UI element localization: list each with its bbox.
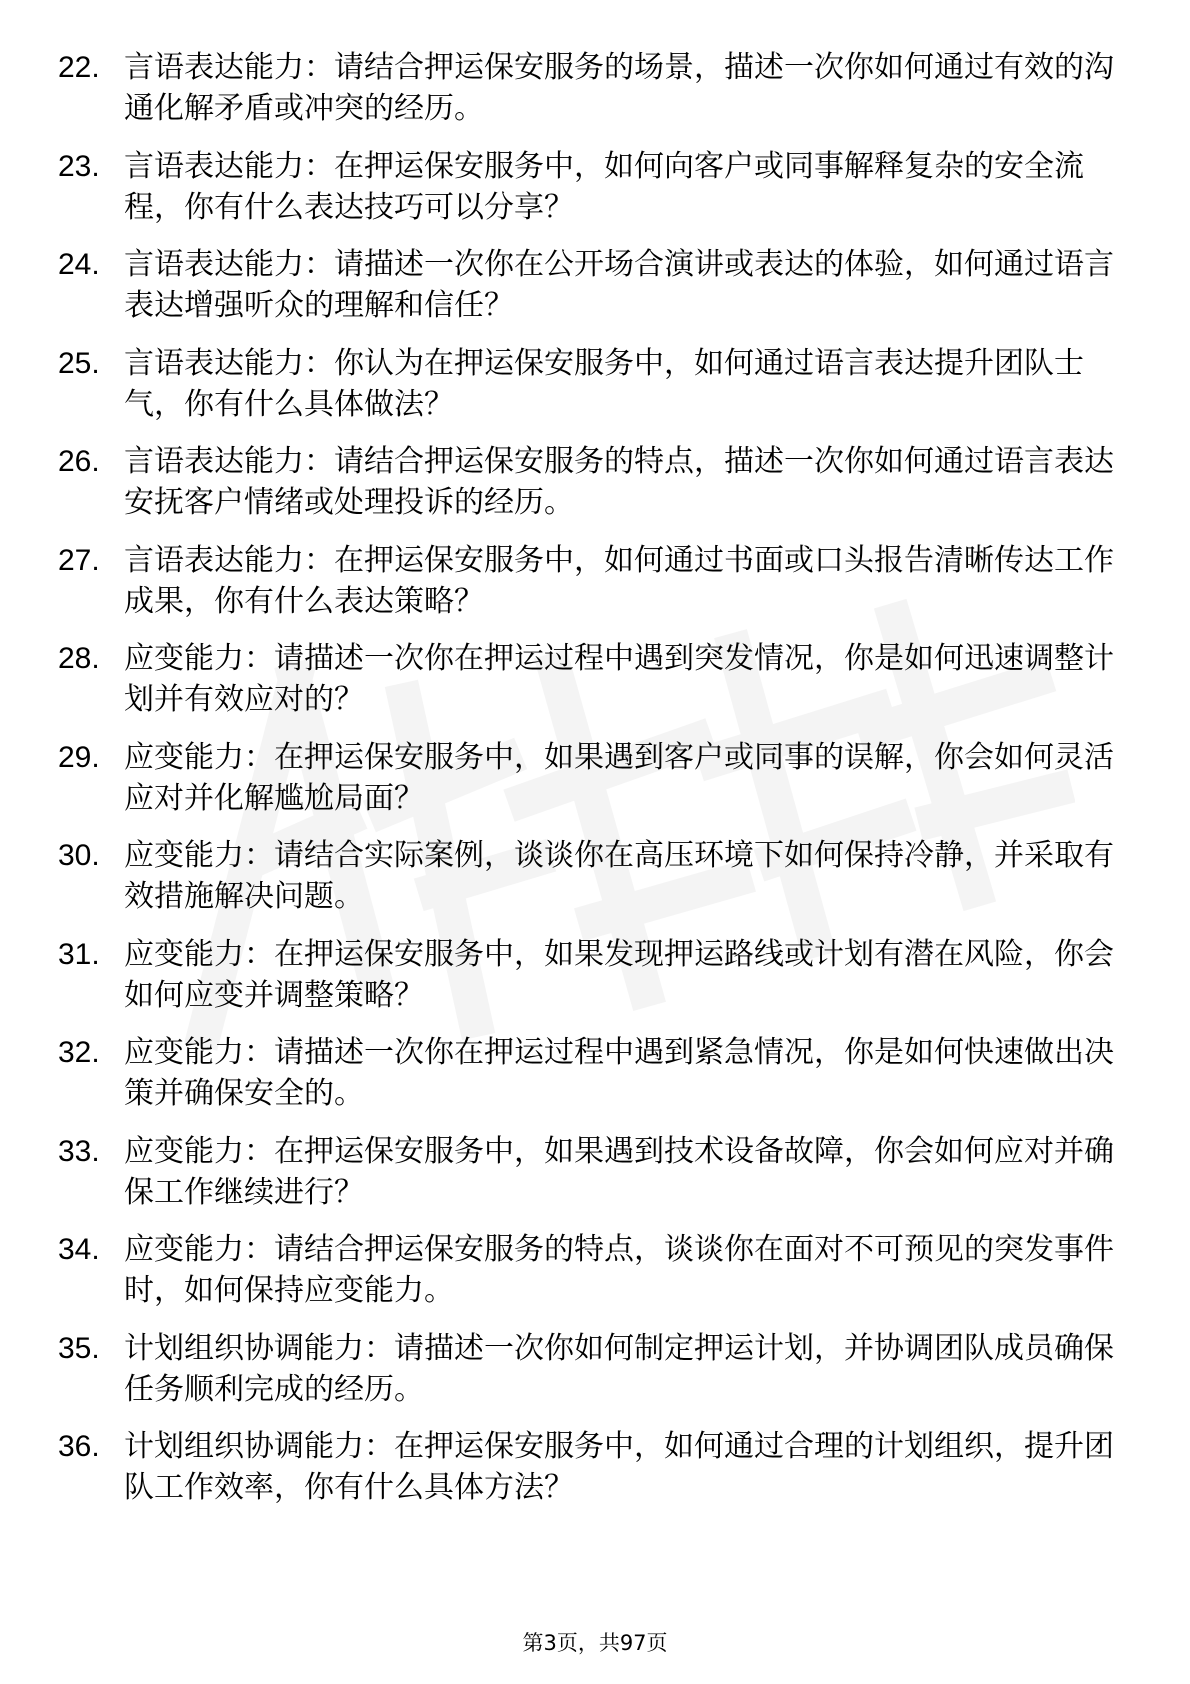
question-number: 23. <box>58 149 100 183</box>
question-item <box>58 1229 1128 1311</box>
question-text: 应变能力：请结合押运保安服务的特点，谈谈你在面对不可预见的突发事件时，如何保持应变能力。 <box>124 1232 1114 1308</box>
question-item <box>58 146 1128 228</box>
question-number: 28. <box>58 642 100 675</box>
question-item <box>58 934 1128 1016</box>
question-number: 34. <box>58 1233 100 1266</box>
question-number: 32. <box>58 1036 100 1069</box>
question-text: 言语表达能力：在押运保安服务中，如何通过书面或口头报告清晰传达工作成果，你有什么表达策略？ <box>124 542 1114 619</box>
question-number: 33. <box>58 1134 100 1168</box>
question-number: 24. <box>58 248 100 281</box>
question-text: 应变能力：在押运保安服务中，如果遇到客户或同事的误解，你会如何灵活应对并化解尴尬局面？ <box>124 739 1114 816</box>
question-item <box>58 47 1128 129</box>
page-footer: 第3页，共97页 <box>522 1631 668 1655</box>
question-item <box>58 441 1128 523</box>
question-item <box>58 737 1128 819</box>
question-text: 言语表达能力：请结合押运保安服务的特点，描述一次你如何通过语言表达安抚客户情绪或处理投诉的经历。 <box>124 444 1114 520</box>
question-text: 应变能力：请描述一次你在押运过程中遇到紧急情况，你是如何快速做出决策并确保安全的。 <box>124 1035 1114 1111</box>
question-text: 计划组织协调能力：在押运保安服务中，如何通过合理的计划组织，提升团队工作效率，你有什么具体方法？ <box>124 1429 1114 1505</box>
question-item <box>58 638 1128 720</box>
question-number: 31. <box>58 937 100 971</box>
question-number: 22. <box>58 51 100 84</box>
question-number: 25. <box>58 346 100 380</box>
question-item <box>58 244 1128 326</box>
question-text: 应变能力：请描述一次你在押运过程中遇到突发情况，你是如何迅速调整计划并有效应对的？ <box>124 641 1114 717</box>
question-number: 26. <box>58 445 100 478</box>
question-text: 应变能力：在押运保安服务中，如果遇到技术设备故障，你会如何应对并确保工作继续进行？ <box>124 1133 1114 1210</box>
question-item <box>58 835 1128 917</box>
question-text: 言语表达能力：在押运保安服务中，如何向客户或同事解释复杂的安全流程，你有什么表达技巧可以分享？ <box>124 148 1084 225</box>
question-text: 应变能力：在押运保安服务中，如果发现押运路线或计划有潜在风险，你会如何应变并调整策略？ <box>124 936 1114 1013</box>
question-text: 言语表达能力：请结合押运保安服务的场景，描述一次你如何通过有效的沟通化解矛盾或冲突的经历。 <box>124 50 1114 126</box>
question-item <box>58 1328 1128 1410</box>
question-text: 应变能力：请结合实际案例，谈谈你在高压环境下如何保持冷静，并采取有效措施解决问题。 <box>124 838 1114 914</box>
question-item <box>58 540 1128 622</box>
question-list <box>58 47 1128 1525</box>
question-item <box>58 1032 1128 1114</box>
question-number: 36. <box>58 1430 100 1463</box>
question-number: 27. <box>58 543 100 577</box>
question-text: 言语表达能力：你认为在押运保安服务中，如何通过语言表达提升团队士气，你有什么具体做法？ <box>124 345 1084 422</box>
question-text: 计划组织协调能力：请描述一次你如何制定押运计划，并协调团队成员确保任务顺利完成的经历。 <box>124 1330 1114 1407</box>
question-number: 30. <box>58 839 100 872</box>
question-item <box>58 343 1128 425</box>
question-number: 29. <box>58 740 100 774</box>
question-item <box>58 1131 1128 1213</box>
question-text: 言语表达能力：请描述一次你在公开场合演讲或表达的体验，如何通过语言表达增强听众的理解和信任？ <box>124 247 1114 323</box>
question-number: 35. <box>58 1331 100 1365</box>
question-item <box>58 1426 1128 1508</box>
